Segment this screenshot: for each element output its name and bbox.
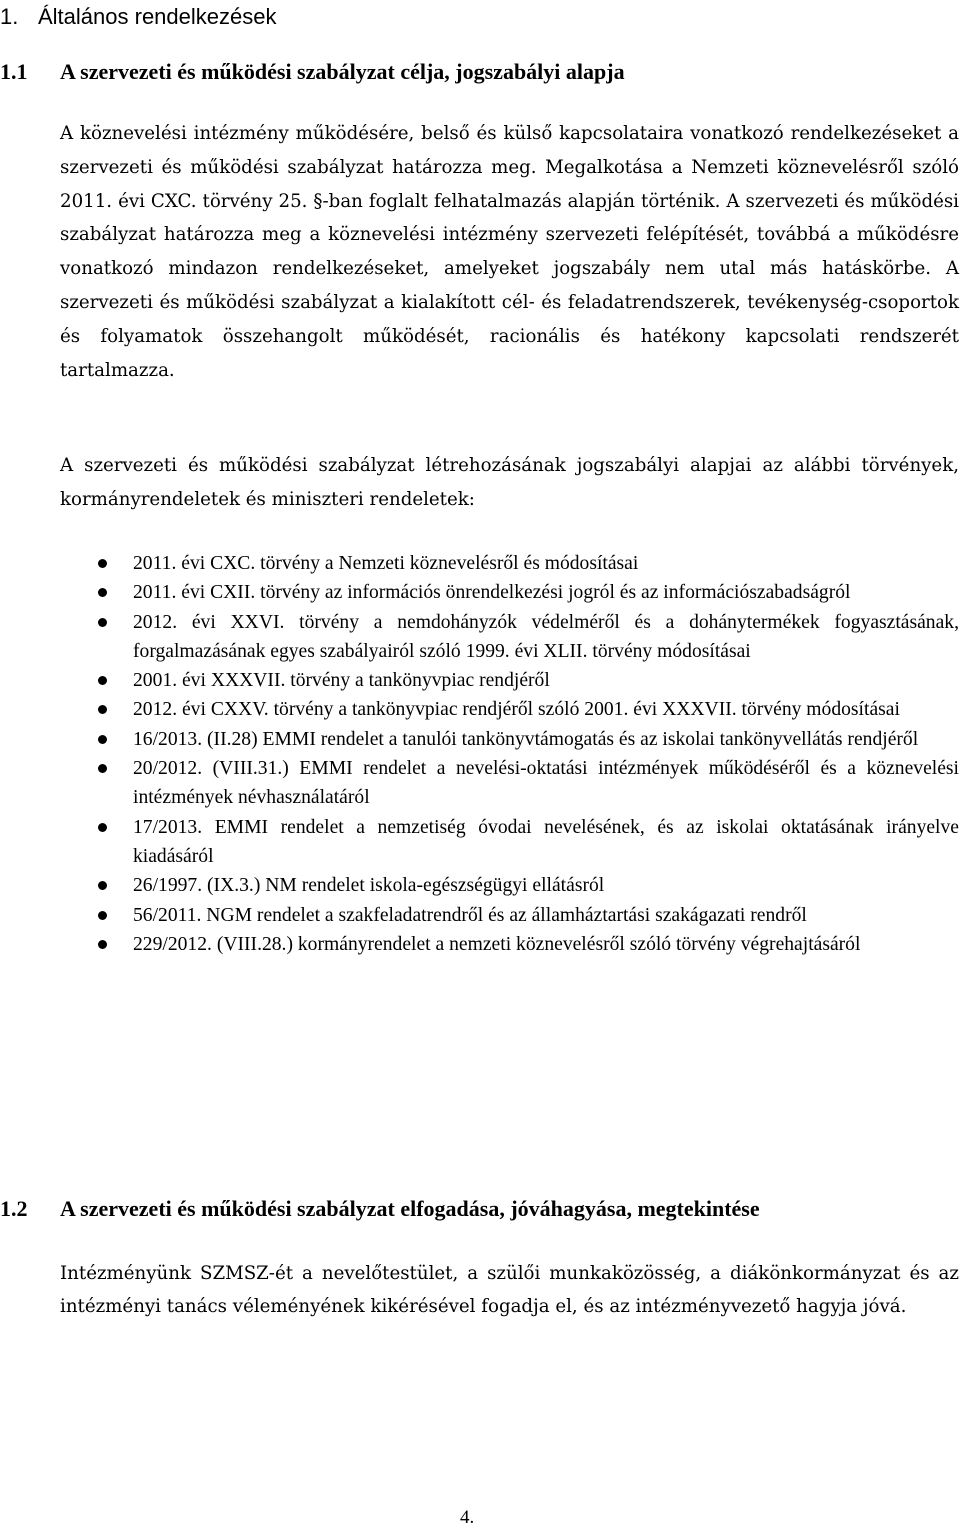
list-item <box>60 930 959 959</box>
bullet-icon <box>98 735 107 744</box>
list-item-text: 17/2013. EMMI rendelet a nemzetiség óvodai nevelésének, és az iskolai oktatásának irányelve kiadásáról <box>133 816 959 867</box>
section-1-1-heading <box>0 57 625 87</box>
list-item-text: 229/2012. (VIII.28.) kormányrendelet a nemzeti köznevelésről szóló törvény végrehajtásáról <box>133 933 861 955</box>
list-item-text: 2012. évi XXVI. törvény a nemdohányzók védelméről és a dohánytermékek fogyasztásának, forgalmazásának egyes szabályairól szóló 1999. évi XLII. törvény módosításai <box>133 611 959 662</box>
bullet-icon <box>98 764 107 773</box>
list-item <box>60 695 959 724</box>
list-item-text: 2011. évi CXC. törvény a Nemzeti köznevelésről és módosításai <box>133 553 639 574</box>
page-number: 4. <box>460 1507 475 1528</box>
list-item <box>60 666 959 695</box>
list-item <box>60 754 959 813</box>
bullet-icon <box>98 676 107 685</box>
bullet-icon <box>98 588 107 597</box>
section-1-1-title: A szervezeti és működési szabályzat célja, jogszabályi alapja <box>60 59 625 84</box>
section-1-1-number: 1.1 <box>0 59 28 84</box>
section-1-heading <box>0 2 276 32</box>
list-item-text: 2001. évi XXXVII. törvény a tankönyvpiac rendjéről <box>133 670 550 692</box>
list-item <box>60 608 959 667</box>
bullet-icon <box>98 911 107 920</box>
list-item-text: 16/2013. (II.28) EMMI rendelet a tanulói tankönyvtámogatás és az iskolai tankönyvellátás rendjéről <box>133 728 919 750</box>
section-1-2-number: 1.2 <box>0 1196 28 1221</box>
legal-basis-list <box>60 549 959 959</box>
list-item <box>60 549 959 578</box>
list-item-text: 2011. évi CXII. törvény az információs önrendelkezési jogról és az információszabadságról <box>133 582 851 604</box>
list-item-text: 26/1997. (IX.3.) NM rendelet iskola-egészségügyi ellátásról <box>133 875 605 897</box>
list-item <box>60 813 959 872</box>
bullet-icon <box>98 881 107 890</box>
bullet-icon <box>98 940 107 949</box>
section-1-2-title: A szervezeti és működési szabályzat elfogadása, jóváhagyása, megtekintése <box>60 1196 760 1221</box>
bullet-icon <box>98 823 107 832</box>
section-1-number: 1. <box>0 4 19 29</box>
list-item-text: 2012. évi CXXV. törvény a tankönyvpiac rendjéről szóló 2001. évi XXXVII. törvény módosításai <box>133 699 900 721</box>
section-1-1-paragraph-2: A szervezeti és működési szabályzat létrehozásának jogszabályi alapjai az alábbi törvények, kormányrendeletek és miniszteri rendeletek: <box>60 455 959 510</box>
bullet-icon <box>98 618 107 627</box>
list-item-text: 20/2012. (VIII.31.) EMMI rendelet a nevelési-oktatási intézmények működéséről és a köznevelési intézmények névhasználatáról <box>133 758 959 809</box>
list-item <box>60 871 959 900</box>
list-item <box>60 578 959 607</box>
list-item <box>60 901 959 930</box>
bullet-icon <box>98 559 107 568</box>
section-1-2-heading <box>0 1194 760 1224</box>
list-item <box>60 725 959 754</box>
section-1-1-paragraph-1: A köznevelési intézmény működésére, belső és külső kapcsolataira vonatkozó rendelkezéseket a szervezeti és működési szabályzat határozza meg. Megalkotása a Nemzeti köznevelésről szóló 2011. évi CXC. törvény 25. §-ban foglalt felhatalmazás alapján történik. A szervezeti és működési szabályzat határozza meg a köznevelési intézmény szervezeti felépítését, továbbá a működésre vonatkozó mindazon rendelkezéseket, amelyeket jogszabály nem utal más hatáskörbe. A szervezeti és működési szabályzat a kialakított cél- és feladatrendszerek, tevékenység-csoportok és folyamatok összehangolt működését, racionális és hatékony kapcsolati rendszerét tartalmazza. <box>60 123 959 381</box>
bullet-icon <box>98 705 107 714</box>
section-1-2-paragraph: Intézményünk SZMSZ-ét a nevelőtestület, a szülői munkaközösség, a diákönkormányzat és az intézményi tanács véleményének kikérésével fogadja el, és az intézményvezető hagyja jóvá. <box>60 1263 959 1318</box>
section-1-title: Általános rendelkezések <box>38 4 277 29</box>
list-item-text: 56/2011. NGM rendelet a szakfeladatrendről és az államháztartási szakágazati rendről <box>133 904 807 926</box>
